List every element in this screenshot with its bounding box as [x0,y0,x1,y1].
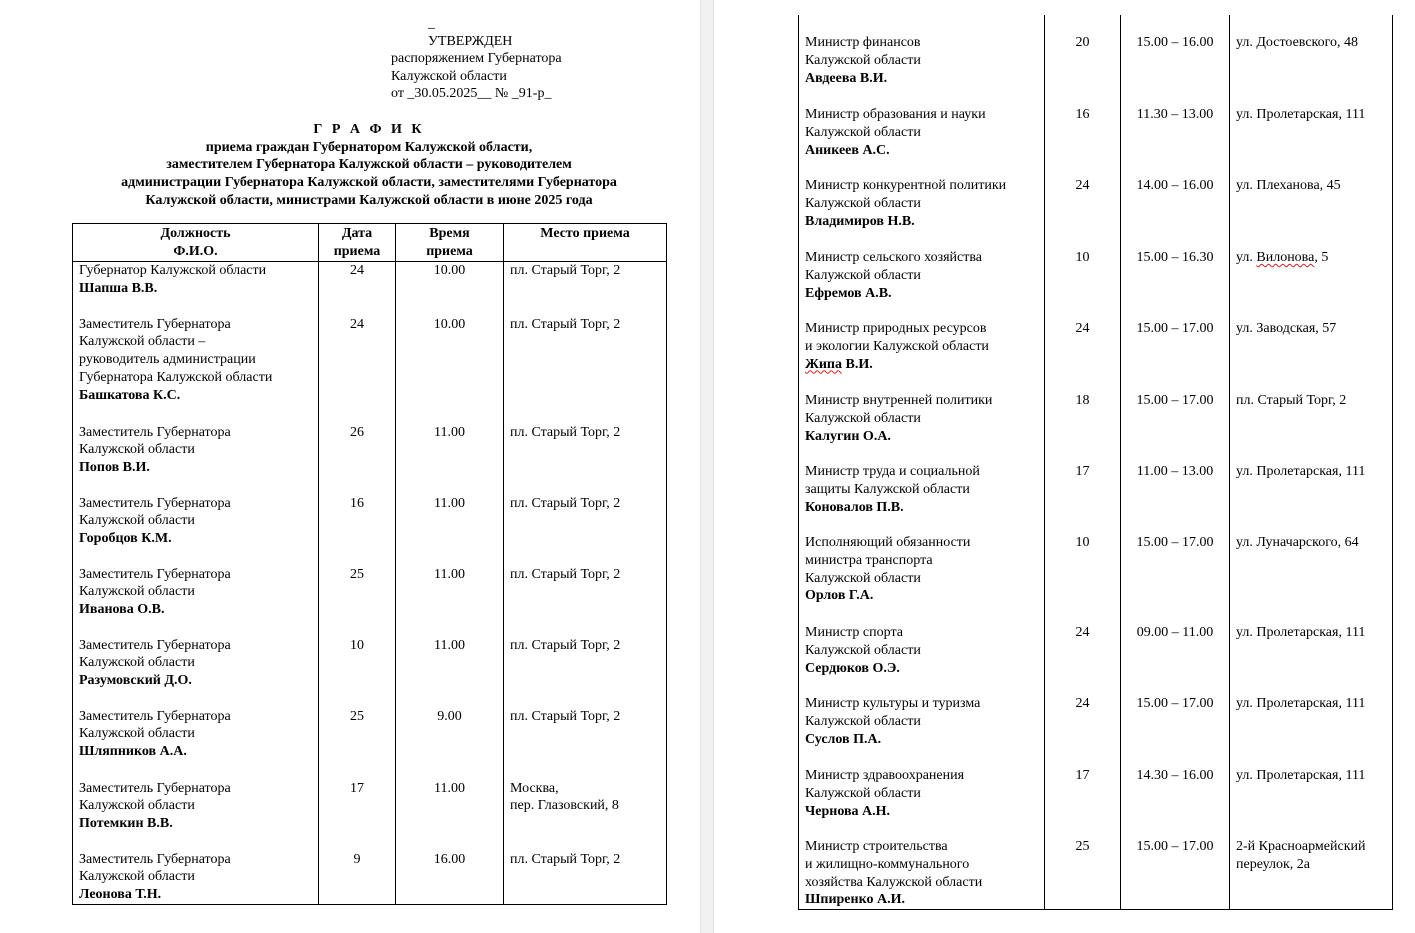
cell-position [799,15,1045,106]
cell-time: 15.00 – 17.00 [1121,392,1230,463]
cell-date: 25 [319,708,396,780]
cell-date: 10 [1045,249,1121,320]
cell-position [73,495,319,566]
position-line: Калужской области [805,410,921,426]
cell-time: 9.00 [396,708,504,780]
position-line: Министр строительства [805,839,948,854]
position-line: Калужской области [79,726,195,742]
title-line: администрации Губернатора Калужской области, заместителями Губернатора [121,175,617,191]
cell-position [799,695,1045,767]
person-name: Владимиров Н.В. [805,213,915,229]
cell-position [73,316,319,424]
place-line: ул. Пролетарская, 111 [1236,625,1366,640]
cell-date: 9 [319,851,396,905]
cell-date: 24 [1045,177,1121,249]
position-line: Исполняющий обязанности [805,535,971,550]
place-line: ул. Пролетарская, 111 [1236,768,1366,783]
person-name: Иванова О.В. [79,602,165,618]
position-line: Калужской области [805,785,921,801]
table-row [73,566,667,637]
person-name: Ефремов А.В. [805,285,892,301]
cell-position [799,838,1045,910]
position-line: Калужской области [805,642,921,658]
position-line: Министр спорта [805,625,903,640]
cell-position [799,392,1045,463]
cell-time: 11.00 [396,424,504,495]
person-name: Попов В.И. [79,460,150,476]
place-line: Москва, [510,780,559,796]
approval-line: распоряжением Губернатора [391,51,562,67]
cell-time: 15.00 – 16.00 [1121,15,1230,106]
position-line: Калужской области [805,713,921,729]
cell-date: 20 [1045,15,1121,106]
position-line: и жилищно-коммунального [805,856,970,872]
position-line: Калужской области [79,798,195,814]
cell-place [504,424,667,495]
cell-position [73,566,319,637]
person-name: Горобцов К.М. [79,531,172,547]
cell-date: 16 [319,495,396,566]
cell-place [504,851,667,905]
person-name: Башкатова К.С. [79,387,181,403]
position-line: Калужской области [805,52,921,68]
document-title [72,121,666,210]
cell-place [504,637,667,708]
cell-position [799,767,1045,838]
person-name: Потемкин В.В. [79,816,173,832]
person-name: Калугин О.А. [805,428,891,444]
person-name: Леонова Т.Н. [79,887,162,903]
cell-place [504,708,667,780]
table-row [799,838,1393,910]
table-row [799,249,1393,320]
position-line: Калужской области [805,570,921,586]
cell-place [1230,463,1393,534]
cell-position [73,708,319,780]
cell-place [1230,177,1393,249]
cell-place [1230,767,1393,838]
position-line: Калужской области [79,442,195,458]
person-name: Чернова А.Н. [805,803,891,819]
table-row [799,463,1393,534]
cell-place [1230,392,1393,463]
person-name: Суслов П.А. [805,731,882,747]
spellcheck-underline: Вилонова [1256,250,1315,265]
cell-date: 25 [1045,838,1121,910]
place-line: пер. Глазовский, 8 [510,798,619,814]
cell-time: 15.00 – 17.00 [1121,838,1230,910]
document-page-left [0,0,700,933]
cell-position [799,534,1045,624]
position-line: Министр внутренней политики [805,393,993,408]
cell-place [1230,624,1393,695]
person-name: Жипа В.И. [805,356,873,372]
cell-position [799,320,1045,392]
position-line: Министр образования и науки [805,107,986,122]
cell-position [73,424,319,495]
position-line: Заместитель Губернатора [79,495,231,511]
schedule-table-left [72,223,667,905]
approval-line: Калужской области [391,68,507,84]
person-name: Шляпников А.А. [79,744,187,760]
position-line: Заместитель Губернатора [79,851,231,867]
cell-time: 14.30 – 16.00 [1121,767,1230,838]
cell-time: 10.00 [396,262,504,316]
position-line: Министр здравоохранения [805,768,965,783]
table-row [73,708,667,780]
cell-date: 24 [1045,695,1121,767]
table-row [799,767,1393,838]
place-line: пл. Старый Торг, 2 [510,424,621,440]
position-line: Заместитель Губернатора [79,566,231,582]
cell-position [73,637,319,708]
position-line: Заместитель Губернатора [79,708,231,724]
cell-position [73,851,319,905]
cell-time: 11.00 [396,637,504,708]
table-row [799,392,1393,463]
approval-approved: УТВЕРЖДЕН [428,33,513,49]
cell-place [1230,106,1393,177]
place-line: пл. Старый Торг, 2 [510,263,621,278]
header-date: Дата приема [319,224,396,262]
title-line: приема граждан Губернатором Калужской области, [205,139,533,155]
position-line: Министр труда и социальной [805,464,980,479]
position-line: Калужской области [805,124,921,140]
cell-date: 26 [319,424,396,495]
approval-date-number: от _30.05.2025__ № _91-р_ [391,86,552,102]
title-main: Г Р А Ф И К [313,122,425,137]
table-row [799,106,1393,177]
place-line: ул. Достоевского, 48 [1236,35,1359,50]
person-name: Шпиренко А.И. [805,892,905,908]
position-line: Министр культуры и туризма [805,696,981,711]
position-line: руководитель администрации [79,352,256,368]
page-gutter [700,0,714,933]
table-row [73,495,667,566]
table-row [73,424,667,495]
spellcheck-underline: Жипа [805,356,842,372]
cell-date: 24 [319,262,396,316]
table-row [73,851,667,905]
cell-time: 14.00 – 16.00 [1121,177,1230,249]
cell-place [504,495,667,566]
position-line: Заместитель Губернатора [79,637,231,653]
header-position: Должность Ф.И.О. [73,224,319,262]
table-row [73,316,667,424]
person-name: Разумовский Д.О. [79,673,192,689]
position-line: министра транспорта [805,552,933,568]
place-line: ул. Пролетарская, 111 [1236,696,1366,711]
position-line: хозяйства Калужской области [805,874,983,890]
person-name: Орлов Г.А. [805,588,874,604]
document-page-right [714,0,1415,933]
approval-mark: _ [428,16,435,31]
cell-place [504,262,667,316]
position-line: Калужской области [79,869,195,885]
table-row [799,177,1393,249]
cell-date: 24 [1045,624,1121,695]
table-row [73,780,667,851]
place-line: ул. Плеханова, 45 [1236,178,1341,193]
person-name: Шапша В.В. [79,280,158,296]
cell-place [1230,534,1393,624]
position-line: Заместитель Губернатора [79,780,231,796]
cell-time: 11.00 [396,495,504,566]
position-line: Губернатор Калужской области [79,263,267,278]
place-line: ул. Пролетарская, 111 [1236,464,1366,479]
cell-place [1230,838,1393,910]
cell-time: 09.00 – 11.00 [1121,624,1230,695]
position-line: Калужской области – [79,334,206,350]
position-line: Калужской области [79,655,195,671]
position-line: защиты Калужской области [805,481,970,497]
cell-place [504,780,667,851]
table-row [799,534,1393,624]
place-line: пл. Старый Торг, 2 [510,637,621,653]
cell-date: 18 [1045,392,1121,463]
cell-time: 11.00 [396,780,504,851]
cell-position [799,463,1045,534]
header-time: Время приема [396,224,504,262]
cell-date: 17 [319,780,396,851]
cell-time: 10.00 [396,316,504,424]
cell-place [504,316,667,424]
cell-position [799,249,1045,320]
header-place: Место приема [504,224,667,262]
position-line: Калужской области [805,267,921,283]
table-row [799,320,1393,392]
position-line: Министр конкурентной политики [805,178,1007,193]
position-line: Калужской области [79,513,195,529]
place-line: пл. Старый Торг, 2 [510,708,621,724]
table-row [73,262,667,316]
table-row [799,15,1393,106]
position-line: Губернатора Калужской области [79,369,273,385]
cell-position [73,262,319,316]
place-line: пл. Старый Торг, 2 [510,316,621,332]
position-line: Министр финансов [805,35,921,50]
cell-time: 11.00 [396,566,504,637]
place-line: ул. Луначарского, 64 [1236,535,1359,550]
place-line: пл. Старый Торг, 2 [510,495,621,511]
position-line: и экологии Калужской области [805,338,989,354]
table-row [73,637,667,708]
table-header-row [73,224,667,262]
cell-time: 15.00 – 17.00 [1121,695,1230,767]
position-line: Министр сельского хозяйства [805,250,982,265]
place-line: ул. Заводская, 57 [1236,321,1337,336]
cell-time: 15.00 – 17.00 [1121,320,1230,392]
table-row [799,624,1393,695]
place-line: ул. Пролетарская, 111 [1236,107,1366,122]
cell-place [1230,249,1393,320]
cell-date: 10 [319,637,396,708]
cell-date: 17 [1045,463,1121,534]
position-line: Заместитель Губернатора [79,424,231,440]
cell-time: 11.00 – 13.00 [1121,463,1230,534]
place-line: пл. Старый Торг, 2 [1236,393,1347,408]
cell-time: 15.00 – 17.00 [1121,534,1230,624]
person-name: Аникеев А.С. [805,142,890,158]
cell-date: 24 [1045,320,1121,392]
cell-place [1230,15,1393,106]
position-line: Министр природных ресурсов [805,321,987,336]
position-line: Калужской области [79,584,195,600]
cell-position [799,624,1045,695]
cell-position [73,780,319,851]
cell-date: 25 [319,566,396,637]
cell-time: 15.00 – 16.30 [1121,249,1230,320]
position-line: Заместитель Губернатора [79,316,231,332]
table-row [799,695,1393,767]
title-line: Калужской области, министрами Калужской области в июне 2025 года [145,192,593,208]
place-line: пл. Старый Торг, 2 [510,566,621,582]
place-line: пл. Старый Торг, 2 [510,851,621,867]
title-line: заместителем Губернатора Калужской области – руководителем [166,157,572,173]
person-name: Авдеева В.И. [805,70,888,86]
person-name: Коновалов П.В. [805,499,904,515]
cell-date: 24 [319,316,396,424]
cell-position [799,177,1045,249]
cell-position [799,106,1045,177]
cell-date: 10 [1045,534,1121,624]
cell-date: 17 [1045,767,1121,838]
place-line: ул. Вилонова, 5 [1236,250,1329,265]
cell-place [1230,320,1393,392]
person-name: Сердюков О.Э. [805,660,900,676]
cell-time: 16.00 [396,851,504,905]
place-line: 2-й Красноармейский [1236,839,1366,854]
cell-place [1230,695,1393,767]
place-line: переулок, 2а [1236,856,1310,872]
page-gutter-edge [700,0,701,933]
schedule-table-right [798,15,1393,910]
cell-date: 16 [1045,106,1121,177]
position-line: Калужской области [805,195,921,211]
approval-stamp [391,15,562,103]
cell-place [504,566,667,637]
cell-time: 11.30 – 13.00 [1121,106,1230,177]
